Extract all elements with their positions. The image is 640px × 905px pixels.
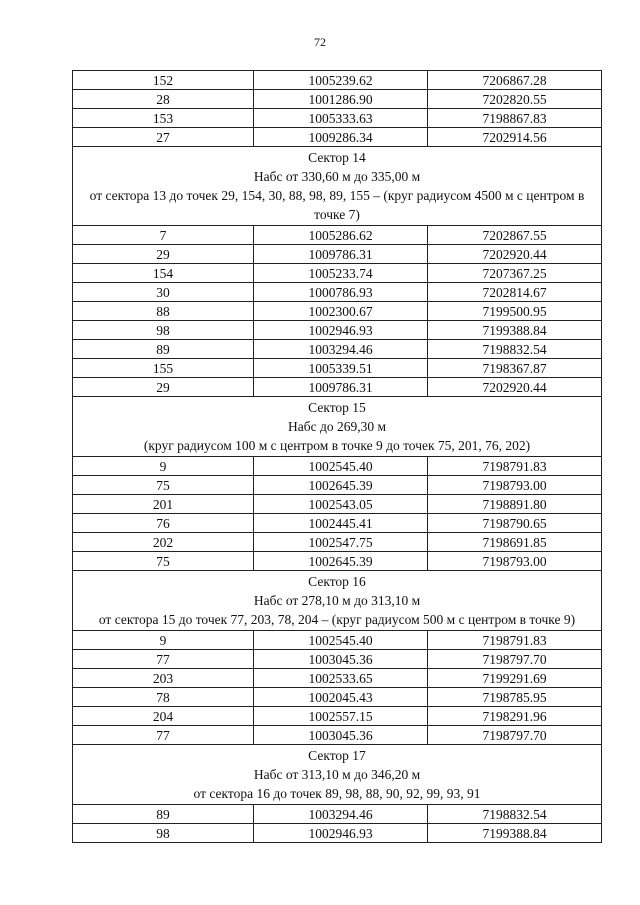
y-coordinate-cell: 7199388.84 — [428, 321, 602, 340]
sector-description: от сектора 15 до точек 77, 203, 78, 204 – (круг радиусом 500 м с центром в точке 9) — [98, 612, 576, 627]
table-row — [73, 302, 602, 321]
x-coordinate-cell: 1003045.36 — [254, 726, 428, 745]
point-number-cell: 9 — [73, 457, 254, 476]
table-row — [73, 283, 602, 302]
table-row — [73, 71, 602, 90]
y-coordinate-cell: 7198790.65 — [428, 514, 602, 533]
y-coordinate-cell: 7198791.83 — [428, 457, 602, 476]
page-number: 72 — [314, 35, 326, 49]
sector-description: Набс от 278,10 м до 313,10 м — [253, 593, 421, 608]
table-row — [73, 650, 602, 669]
y-coordinate-cell: 7199500.95 — [428, 302, 602, 321]
point-number-cell: 29 — [73, 245, 254, 264]
table-row — [73, 359, 602, 378]
y-coordinate-cell: 7206867.28 — [428, 71, 602, 90]
x-coordinate-cell: 1002946.93 — [254, 321, 428, 340]
table-row — [73, 476, 602, 495]
table-row — [73, 688, 602, 707]
table-row — [73, 90, 602, 109]
point-number-cell: 203 — [73, 669, 254, 688]
x-coordinate-cell: 1003294.46 — [254, 340, 428, 359]
sector-description: Набс от 330,60 м до 335,00 м — [253, 169, 421, 184]
sector-header — [73, 147, 602, 226]
point-number-cell: 89 — [73, 805, 254, 824]
y-coordinate-cell: 7198785.95 — [428, 688, 602, 707]
table-row — [73, 669, 602, 688]
sector-header — [73, 397, 602, 457]
x-coordinate-cell: 1009786.31 — [254, 245, 428, 264]
point-number-cell: 152 — [73, 71, 254, 90]
y-coordinate-cell: 7198691.85 — [428, 533, 602, 552]
table-row — [73, 495, 602, 514]
point-number-cell: 153 — [73, 109, 254, 128]
point-number-cell: 28 — [73, 90, 254, 109]
y-coordinate-cell: 7198891.80 — [428, 495, 602, 514]
y-coordinate-cell: 7199291.69 — [428, 669, 602, 688]
y-coordinate-cell: 7199388.84 — [428, 824, 602, 843]
table-row — [73, 245, 602, 264]
y-coordinate-cell: 7202920.44 — [428, 245, 602, 264]
point-number-cell: 7 — [73, 226, 254, 245]
table-row — [73, 264, 602, 283]
y-coordinate-cell: 7202814.67 — [428, 283, 602, 302]
x-coordinate-cell: 1005286.62 — [254, 226, 428, 245]
x-coordinate-cell: 1001286.90 — [254, 90, 428, 109]
table-row — [73, 514, 602, 533]
table-row — [73, 552, 602, 571]
x-coordinate-cell: 1005333.63 — [254, 109, 428, 128]
sector-title: Сектор 17 — [308, 748, 366, 763]
table-row — [73, 631, 602, 650]
y-coordinate-cell: 7198797.70 — [428, 726, 602, 745]
table-row — [73, 805, 602, 824]
table-row — [73, 378, 602, 397]
point-number-cell: 30 — [73, 283, 254, 302]
x-coordinate-cell: 1002045.43 — [254, 688, 428, 707]
table-row — [73, 824, 602, 843]
point-number-cell: 78 — [73, 688, 254, 707]
point-number-cell: 204 — [73, 707, 254, 726]
point-number-cell: 77 — [73, 650, 254, 669]
x-coordinate-cell: 1002645.39 — [254, 552, 428, 571]
y-coordinate-cell: 7198791.83 — [428, 631, 602, 650]
point-number-cell: 9 — [73, 631, 254, 650]
point-number-cell: 154 — [73, 264, 254, 283]
y-coordinate-cell: 7198793.00 — [428, 552, 602, 571]
sector-description: от сектора 16 до точек 89, 98, 88, 90, 92, 99, 93, 91 — [193, 786, 481, 801]
y-coordinate-cell: 7207367.25 — [428, 264, 602, 283]
x-coordinate-cell: 1002445.41 — [254, 514, 428, 533]
sector-header-row — [73, 571, 602, 631]
sector-description: Набс от 313,10 м до 346,20 м — [253, 767, 421, 782]
sector-header-row — [73, 397, 602, 457]
table-row — [73, 128, 602, 147]
table-row — [73, 457, 602, 476]
coordinates-table — [72, 70, 602, 843]
x-coordinate-cell: 1003045.36 — [254, 650, 428, 669]
sector-header-row — [73, 147, 602, 226]
x-coordinate-cell: 1002645.39 — [254, 476, 428, 495]
table-row — [73, 533, 602, 552]
point-number-cell: 98 — [73, 824, 254, 843]
x-coordinate-cell: 1002557.15 — [254, 707, 428, 726]
point-number-cell: 201 — [73, 495, 254, 514]
x-coordinate-cell: 1009786.31 — [254, 378, 428, 397]
table-row — [73, 226, 602, 245]
table-row — [73, 707, 602, 726]
table-row — [73, 340, 602, 359]
sector-header-row — [73, 745, 602, 805]
y-coordinate-cell: 7202920.44 — [428, 378, 602, 397]
point-number-cell: 77 — [73, 726, 254, 745]
y-coordinate-cell: 7202867.55 — [428, 226, 602, 245]
y-coordinate-cell: 7198832.54 — [428, 805, 602, 824]
point-number-cell: 75 — [73, 476, 254, 495]
table-row — [73, 726, 602, 745]
x-coordinate-cell: 1009286.34 — [254, 128, 428, 147]
y-coordinate-cell: 7198797.70 — [428, 650, 602, 669]
table-row — [73, 109, 602, 128]
x-coordinate-cell: 1003294.46 — [254, 805, 428, 824]
point-number-cell: 27 — [73, 128, 254, 147]
y-coordinate-cell: 7198291.96 — [428, 707, 602, 726]
y-coordinate-cell: 7202820.55 — [428, 90, 602, 109]
point-number-cell: 98 — [73, 321, 254, 340]
y-coordinate-cell: 7198367.87 — [428, 359, 602, 378]
x-coordinate-cell: 1005233.74 — [254, 264, 428, 283]
table-row — [73, 321, 602, 340]
point-number-cell: 155 — [73, 359, 254, 378]
x-coordinate-cell: 1002533.65 — [254, 669, 428, 688]
y-coordinate-cell: 7198793.00 — [428, 476, 602, 495]
sector-description: от сектора 13 до точек 29, 154, 30, 88, 98, 89, 155 – (круг радиусом 4500 м с центром в точке 7) — [89, 188, 585, 222]
point-number-cell: 29 — [73, 378, 254, 397]
x-coordinate-cell: 1002543.05 — [254, 495, 428, 514]
point-number-cell: 89 — [73, 340, 254, 359]
x-coordinate-cell: 1005239.62 — [254, 71, 428, 90]
sector-description: Набс до 269,30 м — [287, 419, 386, 434]
point-number-cell: 88 — [73, 302, 254, 321]
x-coordinate-cell: 1002946.93 — [254, 824, 428, 843]
point-number-cell: 76 — [73, 514, 254, 533]
point-number-cell: 202 — [73, 533, 254, 552]
x-coordinate-cell: 1000786.93 — [254, 283, 428, 302]
x-coordinate-cell: 1002547.75 — [254, 533, 428, 552]
y-coordinate-cell: 7202914.56 — [428, 128, 602, 147]
coordinates-table-body — [73, 71, 602, 843]
x-coordinate-cell: 1005339.51 — [254, 359, 428, 378]
x-coordinate-cell: 1002300.67 — [254, 302, 428, 321]
sector-header — [73, 571, 602, 631]
x-coordinate-cell: 1002545.40 — [254, 631, 428, 650]
y-coordinate-cell: 7198832.54 — [428, 340, 602, 359]
y-coordinate-cell: 7198867.83 — [428, 109, 602, 128]
x-coordinate-cell: 1002545.40 — [254, 457, 428, 476]
sector-title: Сектор 14 — [308, 150, 366, 165]
sector-description: (круг радиусом 100 м с центром в точке 9 до точек 75, 201, 76, 202) — [143, 438, 531, 453]
sector-title: Сектор 15 — [308, 400, 366, 415]
sector-title: Сектор 16 — [308, 574, 366, 589]
sector-header — [73, 745, 602, 805]
point-number-cell: 75 — [73, 552, 254, 571]
